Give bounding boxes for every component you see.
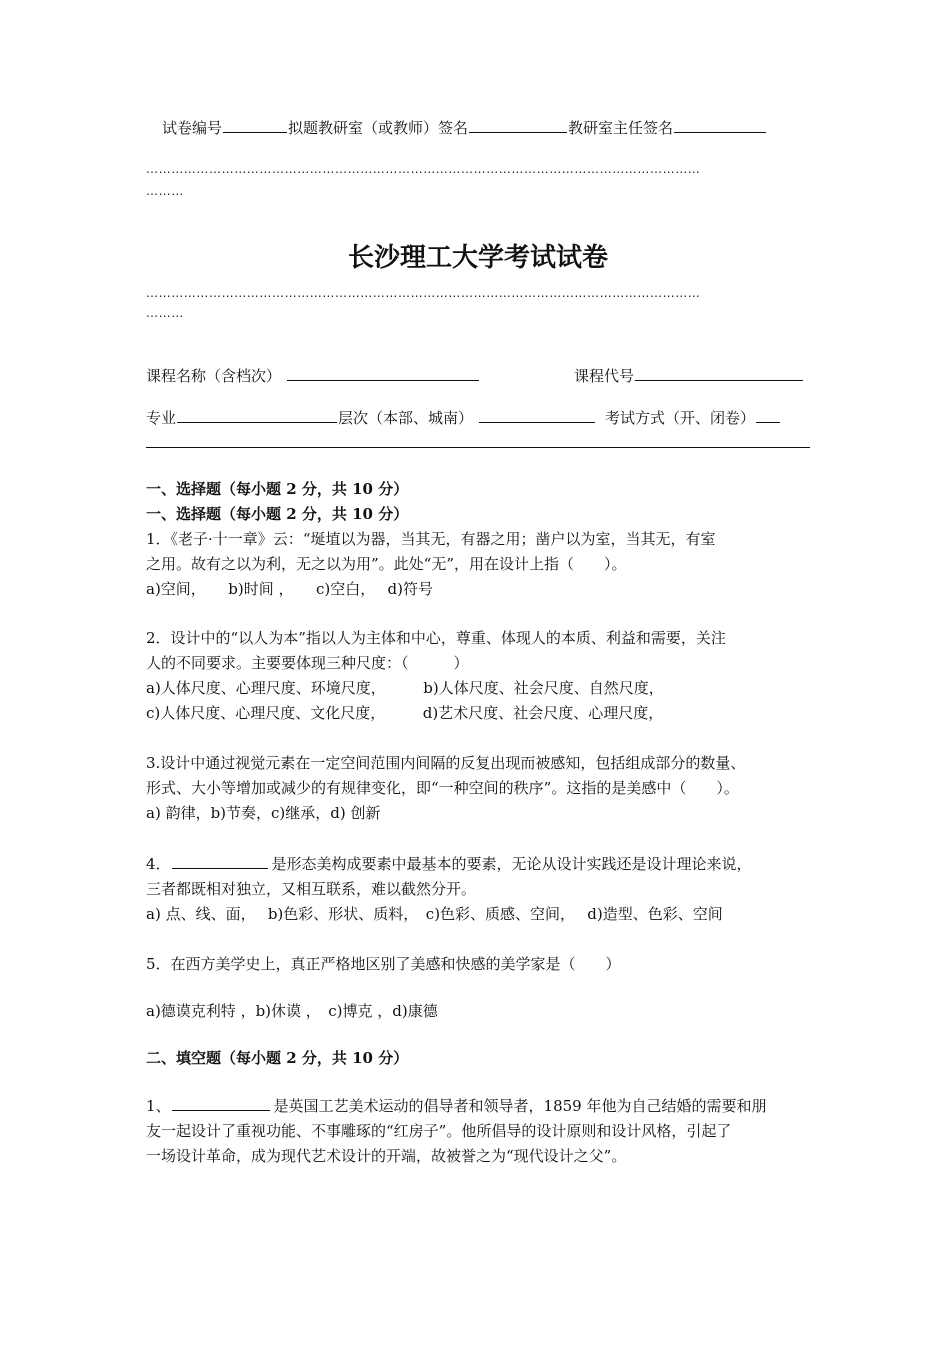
page-title: 长沙理工大学考试试卷 xyxy=(347,243,608,273)
dotted-separator-tail: ……… xyxy=(146,184,184,198)
q4-text xyxy=(146,852,752,876)
q3-text-cont: 形式、大小等增加或减少的有规律变化，即“一种空间的秩序”。这指的是美感中（ ）。 xyxy=(146,779,739,797)
q5-text: 5．在西方美学史上，真正严格地区别了美感和快感的美学家是（ ） xyxy=(146,955,621,973)
q2-text: 2．设计中的“以人为本”指以人为主体和中心，尊重、体现人的本质、利益和需要，关注 xyxy=(146,629,726,647)
fill-q1-text-cont: 友一起设计了重视功能、不事雕琢的“红房子”。他所倡导的设计原则和设计风格，引起了 xyxy=(146,1122,732,1140)
q5-options: a)德谟克利特 ，b)休谟 ， c)博克 ，d)康德 xyxy=(146,1002,438,1020)
course-name-blank[interactable] xyxy=(287,364,479,381)
section2-heading: 二、填空题（每小题 2 分，共 10 分） xyxy=(146,1049,409,1067)
setter-label: 拟题教研室（或教师）签名 xyxy=(288,119,469,137)
course-name-row xyxy=(146,364,480,388)
q2-options-2: c)人体尺度、心理尺度、文化尺度， d)艺术尺度、社会尺度、心理尺度， xyxy=(146,704,664,722)
major-blank[interactable] xyxy=(177,406,337,423)
fill-q1-text-cont2: 一场设计革命，成为现代艺术设计的开端，故被誉之为“现代设计之父”。 xyxy=(146,1147,627,1165)
director-label: 教研室主任签名 xyxy=(568,119,674,137)
course-code-label: 课程代号 xyxy=(574,367,635,385)
fill-q1-blank[interactable] xyxy=(172,1094,270,1111)
dotted-separator-tail: ……… xyxy=(146,306,184,320)
exam-mode-label: 考试方式（开、闭卷） xyxy=(605,409,756,427)
fill-q1-text xyxy=(146,1094,767,1118)
major-label: 专业 xyxy=(146,409,177,427)
q3-options: a) 韵律，b)节奏，c)继承，d) 创新 xyxy=(146,804,381,822)
info-divider xyxy=(146,447,810,448)
setter-signature-blank[interactable] xyxy=(469,116,567,133)
exam-mode-blank[interactable] xyxy=(756,406,780,423)
q1-text-cont: 之用。故有之以为利，无之以为用”。此处“无”，用在设计上指（ ）。 xyxy=(146,555,627,573)
section1-heading: 一、选择题（每小题 2 分，共 10 分） xyxy=(146,480,409,498)
q2-options-1: a)人体尺度、心理尺度、环境尺度， b)人体尺度、社会尺度、自然尺度， xyxy=(146,679,664,697)
level-blank[interactable] xyxy=(479,406,595,423)
q1-text: 1．《老子·十一章》云：“埏埴以为器，当其无，有器之用；凿户以为室，当其无，有室 xyxy=(146,530,716,548)
dotted-separator: …………………………………………………………………………………………………………………… xyxy=(146,162,701,176)
fill-q1-prefix: 1、 xyxy=(146,1097,171,1115)
fill-q1-text-rest: 是英国工艺美术运动的倡导者和领导者，1859 年他为自己结婚的需要和朋 xyxy=(273,1097,767,1115)
paper-no-label: 试卷编号 xyxy=(162,119,223,137)
course-code-blank[interactable] xyxy=(635,364,803,381)
q4-prefix: 4． xyxy=(146,855,171,873)
course-name-label: 课程名称（含档次） xyxy=(146,367,282,385)
section1-heading-duplicate: 一、选择题（每小题 2 分，共 10 分） xyxy=(146,505,409,523)
course-code-row xyxy=(574,364,804,388)
q2-text-cont: 人的不同要求。主要要体现三种尺度：（ ） xyxy=(146,654,469,672)
level-label: 层次（本部、城南） xyxy=(338,409,474,427)
q4-blank[interactable] xyxy=(172,852,268,869)
q4-text-rest: 是形态美构成要素中最基本的要素，无论从设计实践还是设计理论来说， xyxy=(271,855,752,873)
major-level-row xyxy=(146,406,781,430)
dotted-separator: …………………………………………………………………………………………………………………… xyxy=(146,286,701,300)
q4-text-cont: 三者都既相对独立，又相互联系，难以截然分开。 xyxy=(146,880,477,898)
director-signature-blank[interactable] xyxy=(674,116,766,133)
q1-options: a)空间， b)时间 ， c)空白， d)符号 xyxy=(146,580,433,598)
paper-no-blank[interactable] xyxy=(223,116,287,133)
q4-options: a) 点、线、面， b)色彩、形状、质料， c)色彩、质感、空间， d)造型、色彩、空间 xyxy=(146,905,723,923)
header-signature-row xyxy=(162,116,767,140)
q3-text: 3.设计中通过视觉元素在一定空间范围内间隔的反复出现而被感知，包括组成部分的数量、 xyxy=(146,754,746,772)
